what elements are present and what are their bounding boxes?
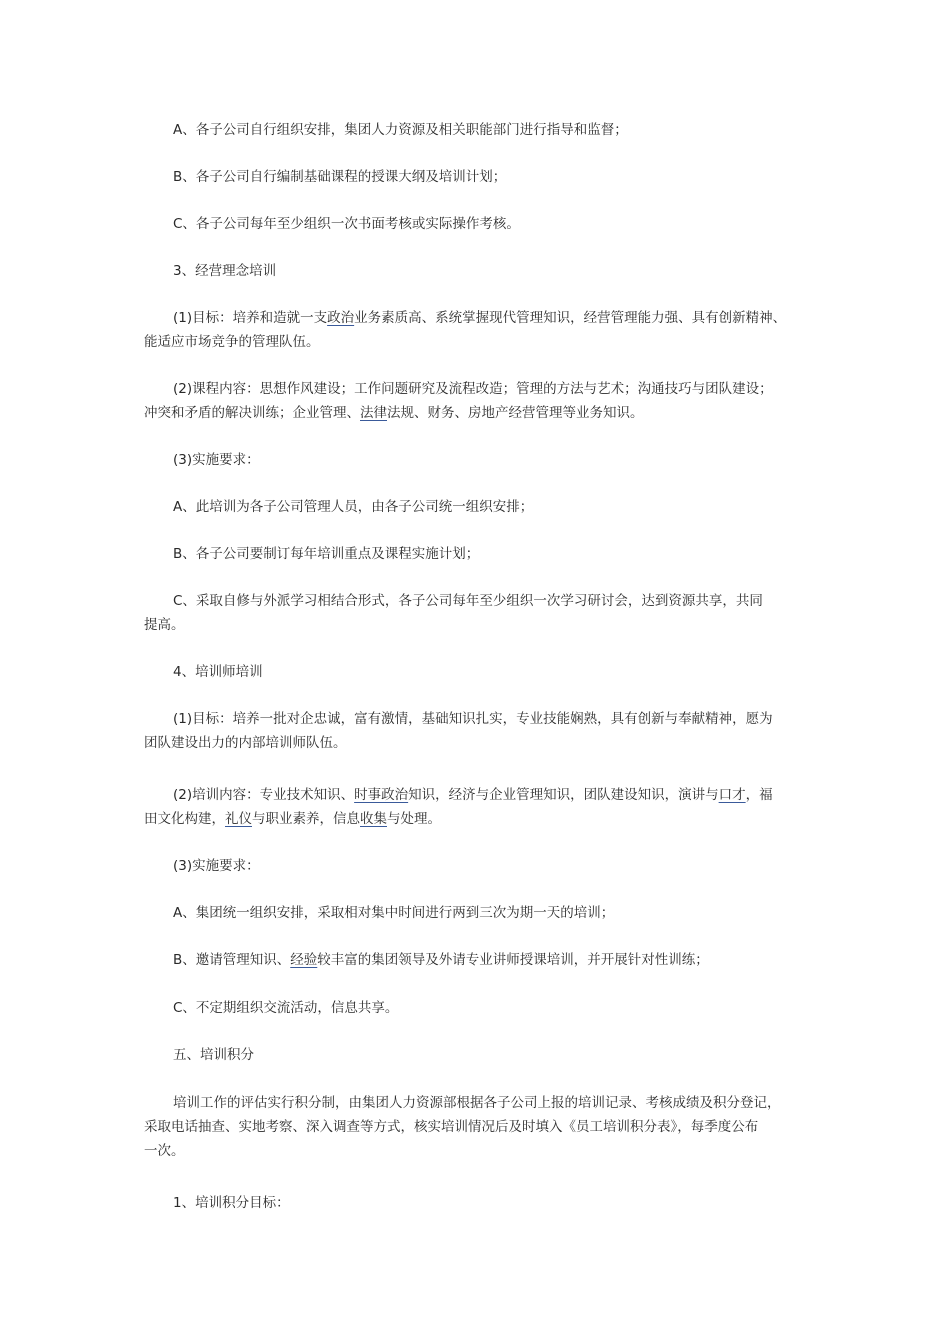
keyword-link[interactable]: 口才 <box>718 787 746 803</box>
paragraph <box>144 118 810 142</box>
text-line: 团队建设出力的内部培训师队伍。 <box>144 735 347 751</box>
text-segment: 业务素质高、系统掌握现代管理知识，经营管理能力强、具有创新精神、 <box>354 310 787 326</box>
paragraph <box>144 1091 810 1163</box>
paragraph <box>144 448 810 472</box>
text-segment: 与处理。 <box>387 811 441 827</box>
text-segment: 法规、财务、房地产经营管理等业务知识。 <box>387 405 644 421</box>
text-segment: 田文化构建， <box>144 811 225 827</box>
paragraph <box>144 901 810 925</box>
text-line: B、各子公司自行编制基础课程的授课大纲及培训计划； <box>173 169 507 185</box>
text-segment: B、邀请管理知识、 <box>173 952 291 968</box>
keyword-link[interactable]: 政治 <box>327 310 355 326</box>
text-line: 五、培训积分 <box>173 1047 254 1063</box>
text-line <box>144 783 810 807</box>
paragraph <box>144 1191 810 1215</box>
paragraph <box>144 377 810 425</box>
keyword-link[interactable]: 时事政治 <box>354 787 409 803</box>
text-line: C、不定期组织交流活动，信息共享。 <box>173 1000 399 1016</box>
text-line: (1)目标：培养一批对企忠诚，富有激情，基础知识扎实，专业技能娴熟，具有创新与奉献精神，愿为 <box>173 711 773 727</box>
keyword-link[interactable]: 收集 <box>360 811 387 827</box>
text-line: (2)课程内容：思想作风建设；工作问题研究及流程改造；管理的方法与艺术；沟通技巧与团队建设； <box>173 381 773 397</box>
text-line: C、各子公司每年至少组织一次书面考核或实际操作考核。 <box>173 216 520 232</box>
keyword-link[interactable]: 法律 <box>360 405 387 421</box>
text-line: 采取电话抽查、实地考察、深入调查等方式，核实培训情况后及时填入《员工培训积分表》，每季度公布 <box>144 1119 759 1135</box>
paragraph <box>144 212 810 236</box>
text-line: C、采取自修与外派学习相结合形式，各子公司每年至少组织一次学习研讨会，达到资源共享，共同 <box>173 593 763 609</box>
paragraph <box>144 707 810 755</box>
text-segment: (2)培训内容：专业技术知识、 <box>173 787 355 803</box>
text-line: 提高。 <box>144 617 185 633</box>
text-line: A、此培训为各子公司管理人员，由各子公司统一组织安排； <box>173 499 534 515</box>
text-line: 能适应市场竞争的管理队伍。 <box>144 334 320 350</box>
text-segment: 较丰富的集团领导及外请专业讲师授课培训，并开展针对性训练； <box>317 952 709 968</box>
text-line: (3)实施要求： <box>173 452 260 468</box>
paragraph <box>144 854 810 878</box>
section-heading <box>144 660 810 684</box>
keyword-link[interactable]: 经验 <box>290 952 318 968</box>
section-heading <box>144 1043 810 1067</box>
text-line: (3)实施要求： <box>173 858 260 874</box>
keyword-link[interactable]: 礼仪 <box>225 811 252 827</box>
text-line: 一次。 <box>144 1143 185 1159</box>
text-segment: ，福 <box>745 787 773 803</box>
paragraph <box>144 948 810 972</box>
paragraph <box>144 996 810 1020</box>
text-segment: 与职业素养，信息 <box>252 811 360 827</box>
paragraph <box>144 589 810 637</box>
text-line <box>144 306 810 330</box>
text-line: B、各子公司要制订每年培训重点及课程实施计划； <box>173 546 480 562</box>
paragraph <box>144 542 810 566</box>
text-line <box>144 807 810 831</box>
paragraph <box>144 165 810 189</box>
paragraph <box>144 783 810 831</box>
paragraph <box>144 495 810 519</box>
text-line: A、各子公司自行组织安排，集团人力资源及相关职能部门进行指导和监督； <box>173 122 628 138</box>
paragraph <box>144 306 810 354</box>
text-line: 1、培训积分目标： <box>173 1195 290 1211</box>
text-line: 培训工作的评估实行积分制，由集团人力资源部根据各子公司上报的培训记录、考核成绩及积分登记， <box>173 1095 781 1111</box>
text-line: 3、经营理念培训 <box>173 263 277 279</box>
text-segment: 冲突和矛盾的解决训练；企业管理、 <box>144 405 360 421</box>
text-line: 4、培训师培训 <box>173 664 263 680</box>
text-line: A、集团统一组织安排，采取相对集中时间进行两到三次为期一天的培训； <box>173 905 615 921</box>
section-heading <box>144 259 810 283</box>
text-segment: 知识，经济与企业管理知识，团队建设知识，演讲与 <box>408 787 719 803</box>
text-line <box>144 401 810 425</box>
text-segment: (1)目标：培养和造就一支 <box>173 310 328 326</box>
text-line <box>144 948 810 972</box>
